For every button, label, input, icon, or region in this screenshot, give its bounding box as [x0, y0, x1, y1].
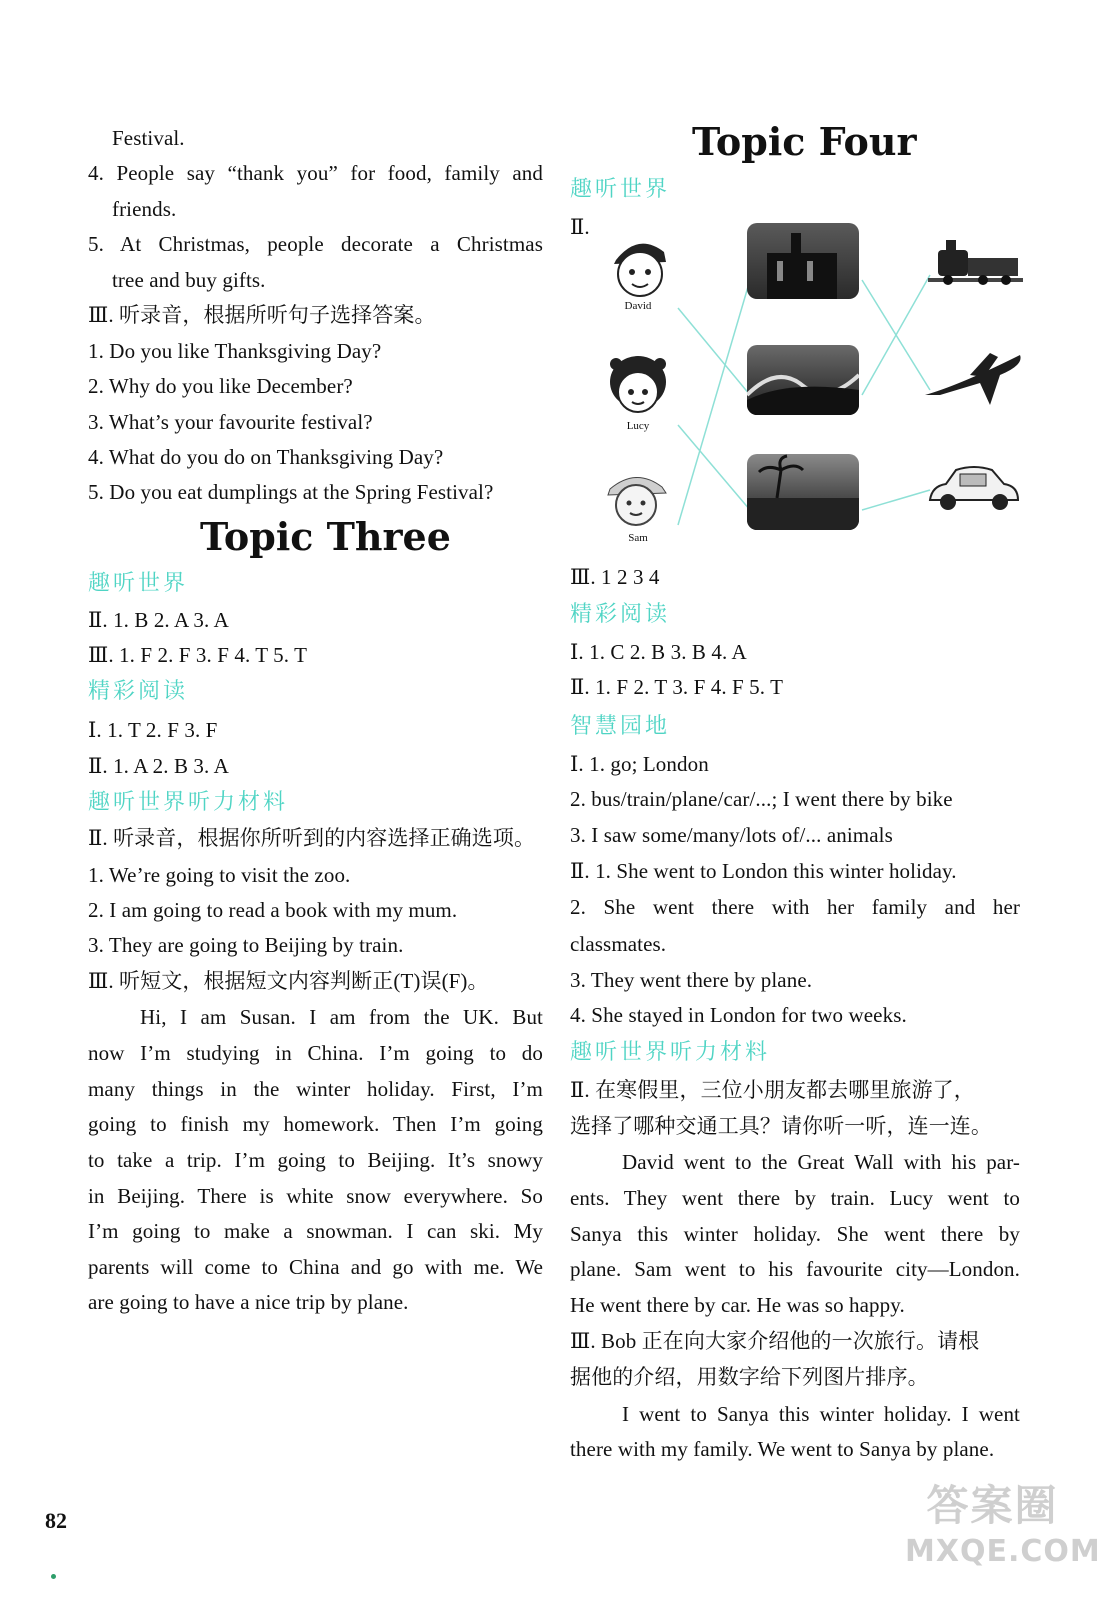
answer-line: Ⅲ. 1 2 3 4: [570, 565, 660, 589]
car-icon: [926, 460, 1022, 522]
kid-sam: [604, 465, 670, 535]
question-title: Ⅲ. 听短文，根据短文内容判断正(T)误(F)。: [88, 969, 489, 993]
great-wall-icon: [747, 345, 859, 415]
passage-line: Hi, I am Susan. I am from the UK. But: [140, 1005, 543, 1029]
passage-line: going to finish my homework. Then I’m going: [88, 1112, 543, 1136]
girl-face-icon: [606, 350, 670, 422]
reading-heading: 精彩阅读: [88, 679, 189, 704]
section-title: Ⅲ. 听录音，根据所听句子选择答案。: [88, 303, 436, 327]
watermark-url: MXQE.COM: [905, 1534, 1101, 1569]
boy-cap-face-icon: [604, 465, 670, 531]
kid-david: [608, 232, 672, 304]
answer-line: 3. They went there by plane.: [570, 968, 813, 992]
answer-line: Ⅰ. 1. go; London: [570, 752, 709, 776]
watermark-title: 答案圈: [926, 1481, 1059, 1530]
answer-line: classmates.: [570, 932, 667, 956]
passage-line: ents. They went there by train. Lucy went to: [570, 1186, 1020, 1210]
passage-line: Sanya this winter holiday. She went there by: [570, 1222, 1020, 1246]
train-icon: [928, 230, 1023, 294]
passage-line: to take a trip. I’m going to Beijing. It’s snowy: [88, 1148, 543, 1172]
answer-line: Ⅰ. 1. C 2. B 3. B 4. A: [570, 640, 747, 664]
passage-line: many things in the winter holiday. First, I’m: [88, 1077, 543, 1101]
passage-line: He went there by car. He was so happy.: [570, 1293, 905, 1317]
kid-name-sam: Sam: [628, 532, 648, 544]
answer-line: Ⅱ. 1. F 2. T 3. F 4. F 5. T: [570, 675, 784, 699]
page-dot: [51, 1574, 56, 1579]
list-item: 5. Do you eat dumplings at the Spring Festival?: [88, 480, 494, 504]
palm-beach-icon: [747, 454, 859, 530]
text-line: friends.: [112, 197, 177, 221]
answer-line: 2. bus/train/plane/car/...; I went there by bike: [570, 787, 953, 811]
answer-line: 4. She stayed in London for two weeks.: [570, 1003, 907, 1027]
passage-line: plane. Sam went to his favourite city—London.: [570, 1257, 1020, 1281]
london-photo: [747, 223, 859, 299]
listening-heading: 趣听世界: [570, 177, 671, 202]
kid-name-david: David: [624, 300, 652, 312]
passage-line: now I’m studying in China. I’m going to do: [88, 1041, 543, 1065]
answer-line: Ⅱ. 1. A 2. B 3. A: [88, 754, 229, 778]
question-title: 选择了哪种交通工具？请你听一听，连一连。: [570, 1114, 992, 1138]
london-building-icon: [747, 223, 859, 299]
list-item: 3. What’s your favourite festival?: [88, 410, 373, 434]
question-title: 据他的介绍，用数字给下列图片排序。: [570, 1365, 929, 1389]
reading-heading: 精彩阅读: [570, 602, 671, 627]
answer-line: Ⅲ. 1. F 2. F 3. F 4. T 5. T: [88, 643, 308, 667]
plane-icon: [920, 345, 1025, 419]
answer-line: 3. I saw some/many/lots of/... animals: [570, 823, 893, 847]
text-line: 5. At Christmas, people decorate a Christmas: [88, 232, 543, 256]
page-number: 82: [45, 1508, 67, 1533]
answer-line: 2. She went there with her family and her: [570, 895, 1020, 919]
answer-line: Ⅱ. 1. She went to London this winter holiday.: [570, 859, 957, 883]
wisdom-heading: 智慧园地: [570, 714, 671, 739]
answer-line: Ⅱ. 1. B 2. A 3. A: [88, 608, 229, 632]
kid-name-lucy: Lucy: [626, 420, 650, 432]
topic-four-title: Topic Four: [692, 119, 917, 164]
list-item: 2. I am going to read a book with my mum.: [88, 898, 458, 922]
text-line: Festival.: [112, 126, 185, 150]
list-item: 4. What do you do on Thanksgiving Day?: [88, 445, 444, 469]
passage-line: I’m going to make a snowman. I can ski. My: [88, 1219, 543, 1243]
passage-line: I went to Sanya this winter holiday. I went: [622, 1402, 1020, 1426]
text-line: 4. People say “thank you” for food, family and: [88, 161, 543, 185]
material-heading: 趣听世界听力材料: [88, 790, 289, 815]
passage-line: parents will come to China and go with me. We: [88, 1255, 543, 1279]
text-line: tree and buy gifts.: [112, 268, 266, 292]
question-title: Ⅲ. Bob 正在向大家介绍他的一次旅行。请根: [570, 1329, 980, 1353]
list-item: 3. They are going to Beijing by train.: [88, 933, 404, 957]
passage-line: in Beijing. There is white snow everywhere. So: [88, 1184, 543, 1208]
material-heading: 趣听世界听力材料: [570, 1040, 771, 1065]
watermark-logo: [905, 1478, 1101, 1598]
figure-label: Ⅱ.: [570, 215, 590, 239]
boy-face-icon: [608, 232, 672, 300]
kid-lucy: [606, 350, 670, 426]
matching-figure: [600, 220, 1030, 550]
passage-line: are going to have a nice trip by plane.: [88, 1290, 409, 1314]
list-item: 1. We’re going to visit the zoo.: [88, 863, 351, 887]
list-item: 1. Do you like Thanksgiving Day?: [88, 339, 382, 363]
great-wall-photo: [747, 345, 859, 415]
answer-line: Ⅰ. 1. T 2. F 3. F: [88, 718, 218, 742]
listening-heading: 趣听世界: [88, 571, 189, 596]
topic-three-title: Topic Three: [200, 514, 451, 559]
question-title: Ⅱ. 在寒假里，三位小朋友都去哪里旅游了，: [570, 1078, 975, 1102]
sanya-photo: [747, 454, 859, 530]
question-title: Ⅱ. 听录音，根据你所听到的内容选择正确选项。: [88, 826, 536, 850]
passage-line: David went to the Great Wall with his par-: [622, 1150, 1020, 1174]
passage-line: there with my family. We went to Sanya by plane.: [570, 1437, 995, 1461]
list-item: 2. Why do you like December?: [88, 374, 353, 398]
